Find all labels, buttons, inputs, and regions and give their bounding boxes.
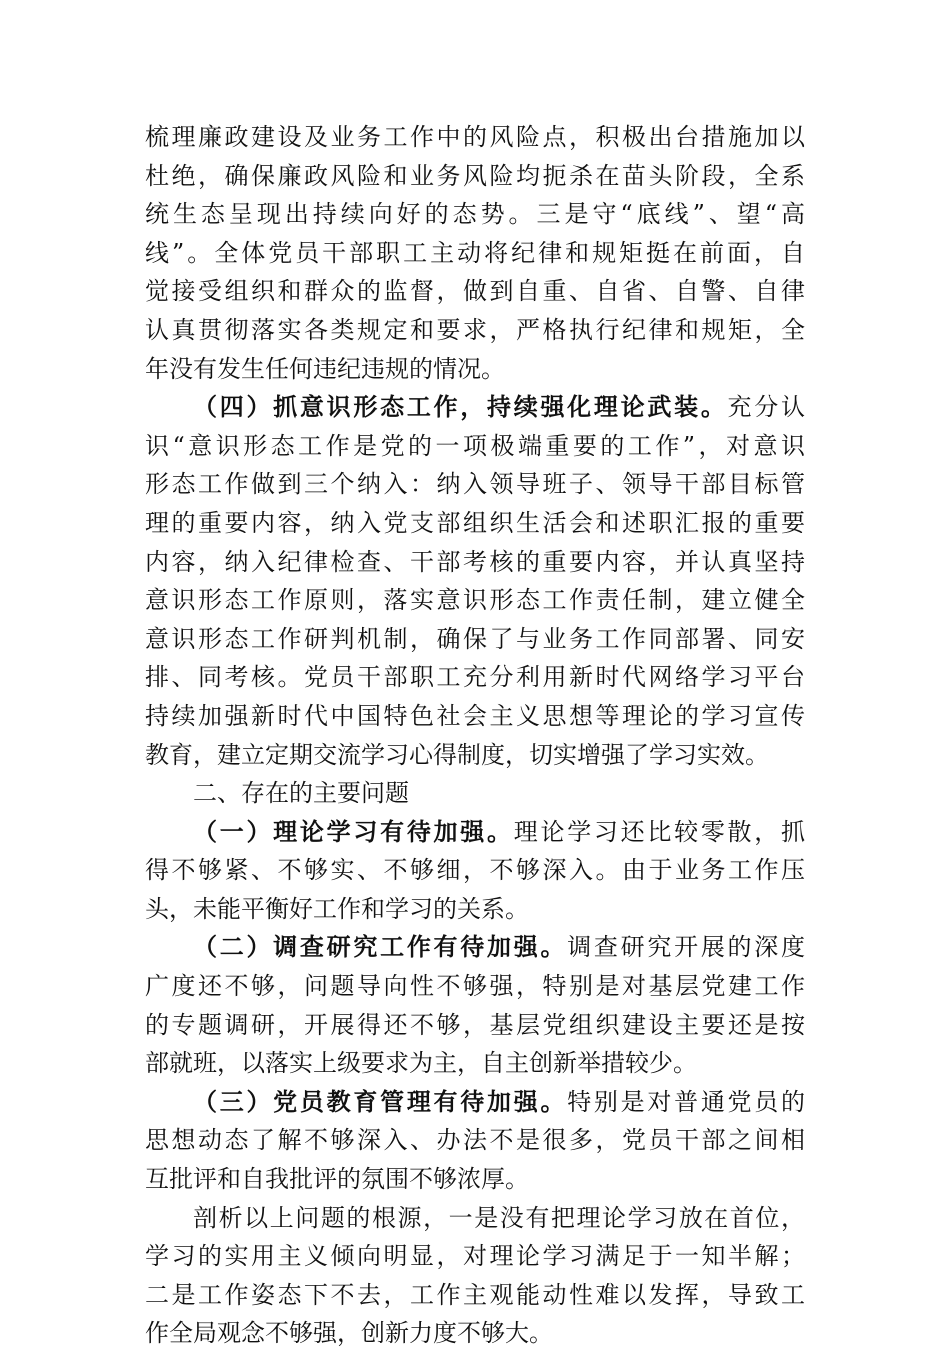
text-line: 形态工作做到三个纳入：纳入领导班子、领导干部目标管 [145, 470, 805, 499]
text-line: 理的重要内容，纳入党支部组织生活会和述职汇报的重要 [145, 508, 805, 537]
text-line: 线”。全体党员干部职工主动将纪律和规矩挺在前面，自 [145, 238, 805, 267]
text-line: 学习的实用主义倾向明显，对理论学习满足于一知半解； [145, 1242, 805, 1271]
section-lead-bold: （二）调查研究工作有待加强。 [193, 932, 568, 962]
text-line-first [145, 813, 805, 852]
text-line: 排、同考核。党员干部职工充分利用新时代网络学习平台 [145, 663, 805, 692]
text-line: 梳理廉政建设及业务工作中的风险点，积极出台措施加以 [145, 123, 805, 151]
document-page [145, 118, 805, 1353]
text-line-first [145, 1083, 805, 1122]
text-line: 广度还不够，问题导向性不够强，特别是对基层党建工作 [145, 972, 805, 1001]
text-line: 年没有发生任何违纪违规的情况。 [145, 354, 505, 383]
paragraph-ideology-work [145, 388, 805, 774]
text-line: 头，未能平衡好工作和学习的关系。 [145, 894, 529, 923]
text-line: 持续加强新时代中国特色社会主义思想等理论的学习宣传 [145, 701, 805, 730]
text-line: 教育，建立定期交流学习心得制度，切实增强了学习实效。 [145, 740, 769, 769]
section-lead-rest: 充分认 [727, 393, 806, 422]
text-line: 思想动态了解不够深入、办法不是很多，党员干部之间相 [145, 1126, 805, 1155]
section-lead-bold: （三）党员教育管理有待加强。 [193, 1086, 568, 1116]
text-line-first: 剖析以上问题的根源，一是没有把理论学习放在首位， [193, 1203, 805, 1232]
text-line: 杜绝，确保廉政风险和业务风险均扼杀在苗头阶段，全系 [145, 161, 805, 190]
text-line: 部就班，以落实上级要求为主，自主创新举措较少。 [145, 1049, 697, 1078]
paragraph-continuation [145, 118, 805, 388]
text-line: 的专题调研，开展得还不够，基层党组织建设主要还是按 [145, 1010, 805, 1039]
paragraph-theory-study [145, 813, 805, 929]
section-heading: 二、存在的主要问题 [193, 779, 409, 808]
section-lead-bold: （一）理论学习有待加强。 [193, 816, 514, 846]
text-line: 作全局观念不够强，创新力度不够大。 [145, 1319, 553, 1348]
text-line: 内容，纳入纪律检查、干部考核的重要内容，并认真坚持 [145, 547, 805, 576]
text-line: 二是工作姿态下不去，工作主观能动性难以发挥，导致工 [145, 1280, 805, 1309]
text-line: 互批评和自我批评的氛围不够浓厚。 [145, 1165, 529, 1194]
text-line: 得不够紧、不够实、不够细，不够深入。由于业务工作压 [145, 856, 805, 885]
section-lead-rest: 特别是对普通党员的 [567, 1087, 806, 1116]
paragraph-member-education [145, 1083, 805, 1199]
section-lead-rest: 理论学习还比较零散，抓 [513, 817, 806, 846]
text-line-first [145, 388, 805, 427]
paragraph-research-work [145, 928, 805, 1082]
paragraph-root-cause [145, 1199, 805, 1353]
text-line-first [145, 928, 805, 967]
section-lead-rest: 调查研究开展的深度 [567, 933, 806, 962]
text-line: 统生态呈现出持续向好的态势。三是守“底线”、望“高 [145, 200, 805, 229]
text-line: 识“意识形态工作是党的一项极端重要的工作”，对意识 [145, 431, 805, 460]
text-line: 觉接受组织和群众的监督，做到自重、自省、自警、自律 [145, 277, 805, 306]
text-line: 意识形态工作研判机制，确保了与业务工作同部署、同安 [145, 624, 805, 653]
text-line: 意识形态工作原则，落实意识形态工作责任制，建立健全 [145, 586, 805, 615]
section-lead-bold: （四）抓意识形态工作，持续强化理论武装。 [193, 392, 728, 422]
text-line: 认真贯彻落实各类规定和要求，严格执行纪律和规矩，全 [145, 315, 805, 344]
